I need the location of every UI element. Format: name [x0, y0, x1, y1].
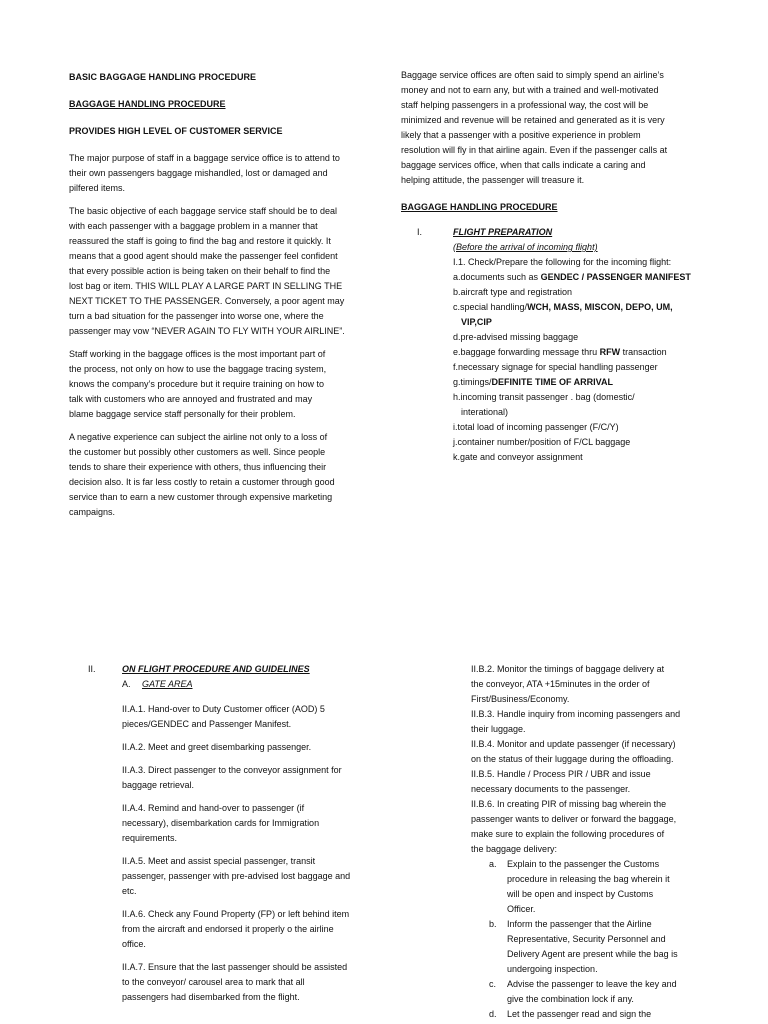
- procedure-line: necessary documents to the passenger.: [471, 784, 631, 794]
- checklist-item: g.timings/DEFINITE TIME OF ARRIVAL: [453, 377, 614, 387]
- paragraph-purpose: The major purpose of staff in a baggage service office is to attend to their own passengers baggage mishandled, lost or damaged and pilfered items.: [69, 153, 340, 193]
- subitem-d: d. Let the passenger read and sign the: [489, 1009, 652, 1019]
- procedure-item: II.A.5. Meet and assist special passenger, transit passenger, passenger with pre-advised lost baggage and etc.: [122, 856, 351, 896]
- subitem-b: b. Inform the passenger that the Airline Representative, Security Personnel and Delivery Agent are present while the bag is undergoing inspection.: [489, 919, 678, 974]
- section-number: I.: [417, 227, 423, 237]
- procedure-line: First/Business/Economy.: [471, 694, 570, 704]
- checklist-item-cont: interational): [461, 407, 509, 417]
- subsection-heading: A. GATE AREA: [122, 679, 193, 689]
- procedure-line: the baggage delivery:: [471, 844, 558, 854]
- procedure-line: on the status of their luggage during the offloading.: [471, 754, 674, 764]
- checklist-item: f.necessary signage for special handling passenger: [453, 362, 658, 372]
- section-title: FLIGHT PREPARATION: [453, 227, 553, 237]
- procedure-line: II.B.3. Handle inquiry from incoming passengers and: [471, 709, 681, 719]
- top-right-column: [401, 68, 711, 465]
- section-flight-preparation: [401, 225, 711, 465]
- checklist-item: a.documents such as GENDEC / PASSENGER MANIFEST: [453, 272, 691, 282]
- checklist-item: e.baggage forwarding message thru RFW transaction: [453, 347, 667, 357]
- checklist-item: i.total load of incoming passenger (F/C/Y): [453, 422, 619, 432]
- procedure-line: II.B.5. Handle / Process PIR / UBR and issue: [471, 769, 651, 779]
- doc-title: BASIC BAGGAGE HANDLING PROCEDURE: [69, 72, 257, 82]
- procedure-line: II.B.6. In creating PIR of missing bag wherein the: [471, 799, 667, 809]
- procedure-item: II.A.4. Remind and hand-over to passenger (if necessary), disembarkation cards for Immigration requirements.: [122, 803, 320, 843]
- section-body: [122, 662, 350, 1013]
- bottom-left-column: [88, 662, 378, 1013]
- subitem-a: a. Explain to the passenger the Customs procedure in releasing the bag wherein it will be open and inspect by Customs Officer.: [489, 859, 670, 914]
- procedure-heading: BAGGAGE HANDLING PROCEDURE: [401, 202, 558, 212]
- checklist-intro: I.1. Check/Prepare the following for the incoming flight:: [453, 257, 672, 267]
- checklist-item: j.container number/position of F/CL baggage: [453, 437, 631, 447]
- procedure-line: II.B.2. Monitor the timings of baggage delivery at: [471, 664, 665, 674]
- checklist-item: c.special handling/WCH, MASS, MISCON, DEPO, UM,: [453, 302, 673, 312]
- procedure-item: II.A.2. Meet and greet disembarking passenger.: [122, 742, 312, 752]
- paragraph-revenue: Baggage service offices are often said to simply spend an airline’s money and not to earn any, but with a trained and well-motivated staff helping passengers in a professional way, the cost will be minimized and revenue will be retained and generated as it is very likely that a passenger with a positive experience in problem resolution will fly in that airline again. Even if the passenger calls at baggage services office, when that calls indicate a caring and helping attitude, the passenger will treasure it.: [401, 70, 668, 185]
- procedure-item: II.A.6. Check any Found Property (FP) or left behind item from the aircraft and endorsed it properly o the airline office.: [122, 909, 350, 949]
- checklist-item: b.aircraft type and registration: [453, 287, 573, 297]
- procedure-item: II.A.3. Direct passenger to the conveyor assignment for baggage retrieval.: [122, 765, 342, 790]
- bottom-right-column: [471, 662, 711, 1022]
- section-on-flight: [88, 662, 378, 1013]
- paragraph-negative-experience: A negative experience can subject the airline not only to a loss of the customer but possibly other customers as well. Since people tends to share their experience with others, thus influencing their decision also. It is far less costly to retain a customer through good service than to earn a new customer through expensive marketing campaigns.: [69, 432, 335, 517]
- checklist-item-cont: VIP,CIP: [461, 317, 492, 327]
- paragraph-staff: Staff working in the baggage offices is the most important part of the process, not only on how to use the baggage tracing system, knows the company’s procedure but it require training on how to talk with customers who are annoyed and frustrated and may blame baggage service staff personally for their problem.: [69, 349, 327, 419]
- checklist-item: d.pre-advised missing baggage: [453, 332, 579, 342]
- checklist-item: k.gate and conveyor assignment: [453, 452, 583, 462]
- subitem-c: c. Advise the passenger to leave the key and give the combination lock if any.: [489, 979, 677, 1004]
- procedure-line: the conveyor, ATA +15minutes in the order of: [471, 679, 650, 689]
- section-heading: BAGGAGE HANDLING PROCEDURE: [69, 99, 226, 109]
- section-body: [453, 225, 691, 465]
- checklist-item: h.incoming transit passenger . bag (domestic/: [453, 392, 635, 402]
- top-left-column: [69, 70, 369, 528]
- procedure-line: their luggage.: [471, 724, 526, 734]
- paragraph-objective: The basic objective of each baggage service staff should be to deal with each passenger with a baggage problem in a manner that reassured the staff is going to find the bag and restore it quickly. It means that a good agent should make the passenger feel confident that every possible action is being taken on their behalf to find the lost bag or item. THIS WILL PLAY A LARGE PART IN SELLING THE NEXT TICKET TO THE PASSENGER. Conversely, a poor agent may turn a bad situation for the passenger into worse one, where the passenger may vow “NEVER AGAIN TO FLY WITH YOUR AIRLINE”.: [69, 206, 345, 336]
- delivery-subitems: [471, 857, 711, 1022]
- procedure-line: II.B.4. Monitor and update passenger (if necessary): [471, 739, 676, 749]
- subheading: PROVIDES HIGH LEVEL OF CUSTOMER SERVICE: [69, 126, 283, 136]
- procedure-item: II.A.1. Hand-over to Duty Customer officer (AOD) 5 pieces/GENDEC and Passenger Manifest.: [122, 704, 325, 729]
- procedure-item: II.A.7. Ensure that the last passenger should be assisted to the conveyor/ carousel area to mark that all passengers had disembarked from the flight.: [122, 962, 348, 1002]
- section-number: II.: [88, 664, 96, 674]
- procedure-line: make sure to explain the following procedures of: [471, 829, 665, 839]
- procedure-line: passenger wants to deliver or forward the baggage,: [471, 814, 677, 824]
- section-subtitle: (Before the arrival of incoming flight): [453, 242, 598, 252]
- section-title: ON FLIGHT PROCEDURE AND GUIDELINES: [122, 664, 310, 674]
